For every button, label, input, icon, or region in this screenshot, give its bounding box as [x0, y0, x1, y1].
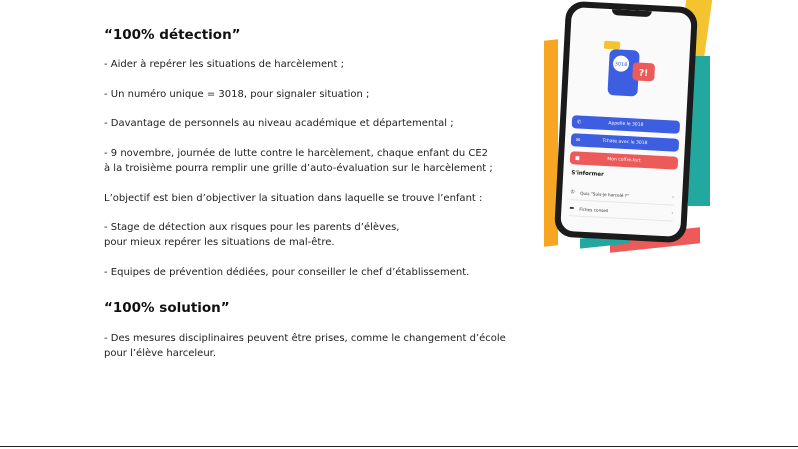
heading-detection: “100% détection”: [104, 27, 241, 43]
paragraph-line: - Equipes de prévention dédiées, pour conseiller le chef d’établissement.: [104, 267, 470, 278]
bottom-divider: [0, 446, 798, 447]
chevron-right-icon: ›: [671, 194, 675, 201]
advice-label: Fiches conseil: [579, 206, 609, 213]
paragraph-line: - 9 novembre, journée de lutte contre le harcèlement, chaque enfant du CE2: [104, 148, 489, 159]
safe-box-label: Mon coffre-fort: [607, 157, 641, 164]
phone-illustration: [540, 0, 712, 258]
document-icon: ▬: [569, 205, 575, 212]
phone-icon: ✆: [576, 118, 582, 126]
paragraph-line: L’objectif est bien d’objectiver la situation dans laquelle se trouve l’enfant :: [104, 193, 483, 204]
paragraph-line: - Davantage de personnels au niveau académique et départemental ;: [104, 118, 454, 129]
chat-3018-label: Tchate avec le 3018: [602, 138, 648, 147]
illustration-label: 3018: [614, 61, 628, 68]
chevron-right-icon: ›: [671, 210, 674, 217]
lock-icon: ■: [574, 154, 580, 162]
call-3018-button[interactable]: [572, 115, 681, 134]
chat-icon: ✉: [575, 136, 581, 144]
trophy-icon: ♔: [570, 189, 575, 196]
quiz-label: Quiz "Suis-je harcelé ?": [580, 190, 630, 198]
paragraph-line: à la troisième pourra remplir une grille d’auto-évaluation sur le harcèlement ;: [104, 163, 493, 174]
paragraph-line: pour l’élève harceleur.: [104, 348, 217, 359]
phone-screen: [560, 7, 692, 237]
inform-section-title: S'informer: [571, 170, 604, 178]
chat-3018-button[interactable]: [571, 133, 680, 152]
safe-box-button[interactable]: [570, 151, 679, 170]
smartphone: [554, 1, 698, 244]
paragraph-line: - Aider à repérer les situations de harcèlement ;: [104, 59, 344, 70]
paragraph-line: pour mieux repérer les situations de mal-être.: [104, 237, 335, 248]
paragraph-line: - Un numéro unique = 3018, pour signaler situation ;: [104, 89, 370, 100]
illustration-mark: ?!: [638, 68, 649, 80]
help-illustration-icon: [597, 37, 660, 102]
paragraph-line: - Stage de détection aux risques pour les parents d’élèves,: [104, 222, 400, 233]
paragraph-line: - Des mesures disciplinaires peuvent être prises, comme le changement d’école: [104, 333, 506, 344]
call-3018-label: Appelle le 3018: [608, 121, 644, 128]
heading-solution: “100% solution”: [104, 300, 230, 316]
phone-notch: [612, 9, 652, 17]
